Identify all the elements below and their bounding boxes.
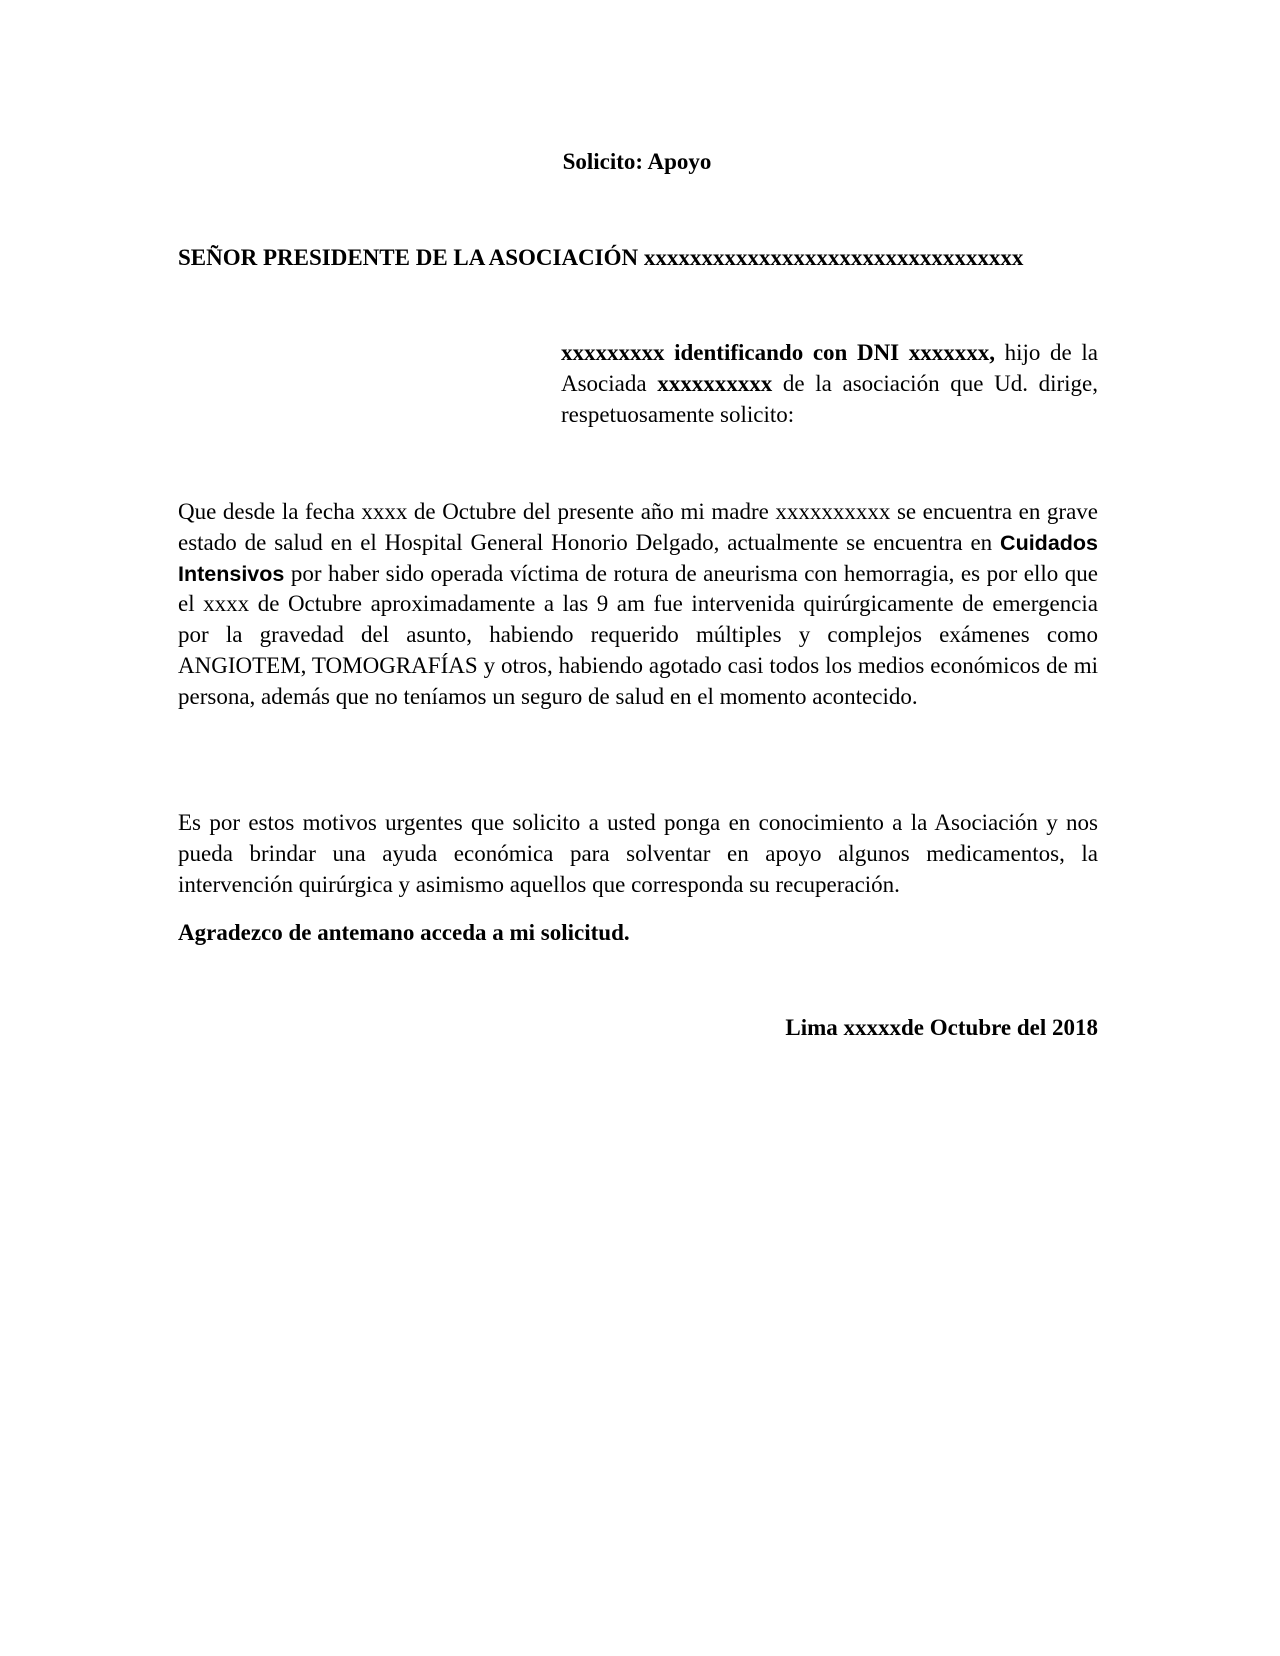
body-paragraph-1	[178, 497, 1098, 713]
body-paragraph-1-text-before: Que desde la fecha xxxx de Octubre del presente año mi madre xxxxxxxxxx se encuentra en grave estado de salud en el Hospital General Honorio Delgado, actualmente se encuentra en	[178, 499, 1098, 555]
closing-thanks: Agradezco de antemano acceda a mi solicitud.	[178, 920, 630, 945]
applicant-name: xxxxxxxxx	[561, 340, 665, 365]
place-date: Lima xxxxxde Octubre del 2018	[785, 1015, 1098, 1040]
associate-name: xxxxxxxxxx	[657, 370, 773, 396]
body-paragraph-1-emphasis: Cuidados Intensivos	[178, 530, 1098, 586]
intro-text-1: hijo de la Asociada	[561, 340, 1098, 396]
id-phrase: identificando con DNI	[664, 340, 909, 365]
body-paragraph-2: Es por estos motivos urgentes que solicito a usted ponga en conocimiento a la Asociación y nos pueda brindar una ayuda económica para solventar en apoyo algunos medicamentos, la intervención quirúrgica y asimismo aquellos que corresponda su recuperación.	[178, 810, 1098, 897]
subject-line: Solicito: Apoyo	[562, 149, 712, 174]
body-paragraph-1-text-after: por haber sido operada víctima de rotura de aneurisma con hemorragia, es por ello que el xxxx de Octubre aproximadamente a las 9 am fue intervenida quirúrgicamente de emergencia por la gravedad del asunto, habiendo requerido múltiples y complejos exámenes como ANGIOTEM, TOMOGRAFÍAS y otros, habiendo agotado casi todos los medios económicos de mi persona, además que no teníamos un seguro de salud en el momento acontecido.	[178, 560, 1098, 709]
intro-paragraph	[561, 338, 1098, 430]
addressee-line: SEÑOR PRESIDENTE DE LA ASOCIACIÓN xxxxxxxxxxxxxxxxxxxxxxxxxxxxxxxxx	[178, 245, 1024, 270]
intro-text-2: de la asociación que Ud. dirige, respetuosamente solicito:	[561, 370, 1098, 427]
dni-value: xxxxxxx,	[908, 340, 996, 365]
